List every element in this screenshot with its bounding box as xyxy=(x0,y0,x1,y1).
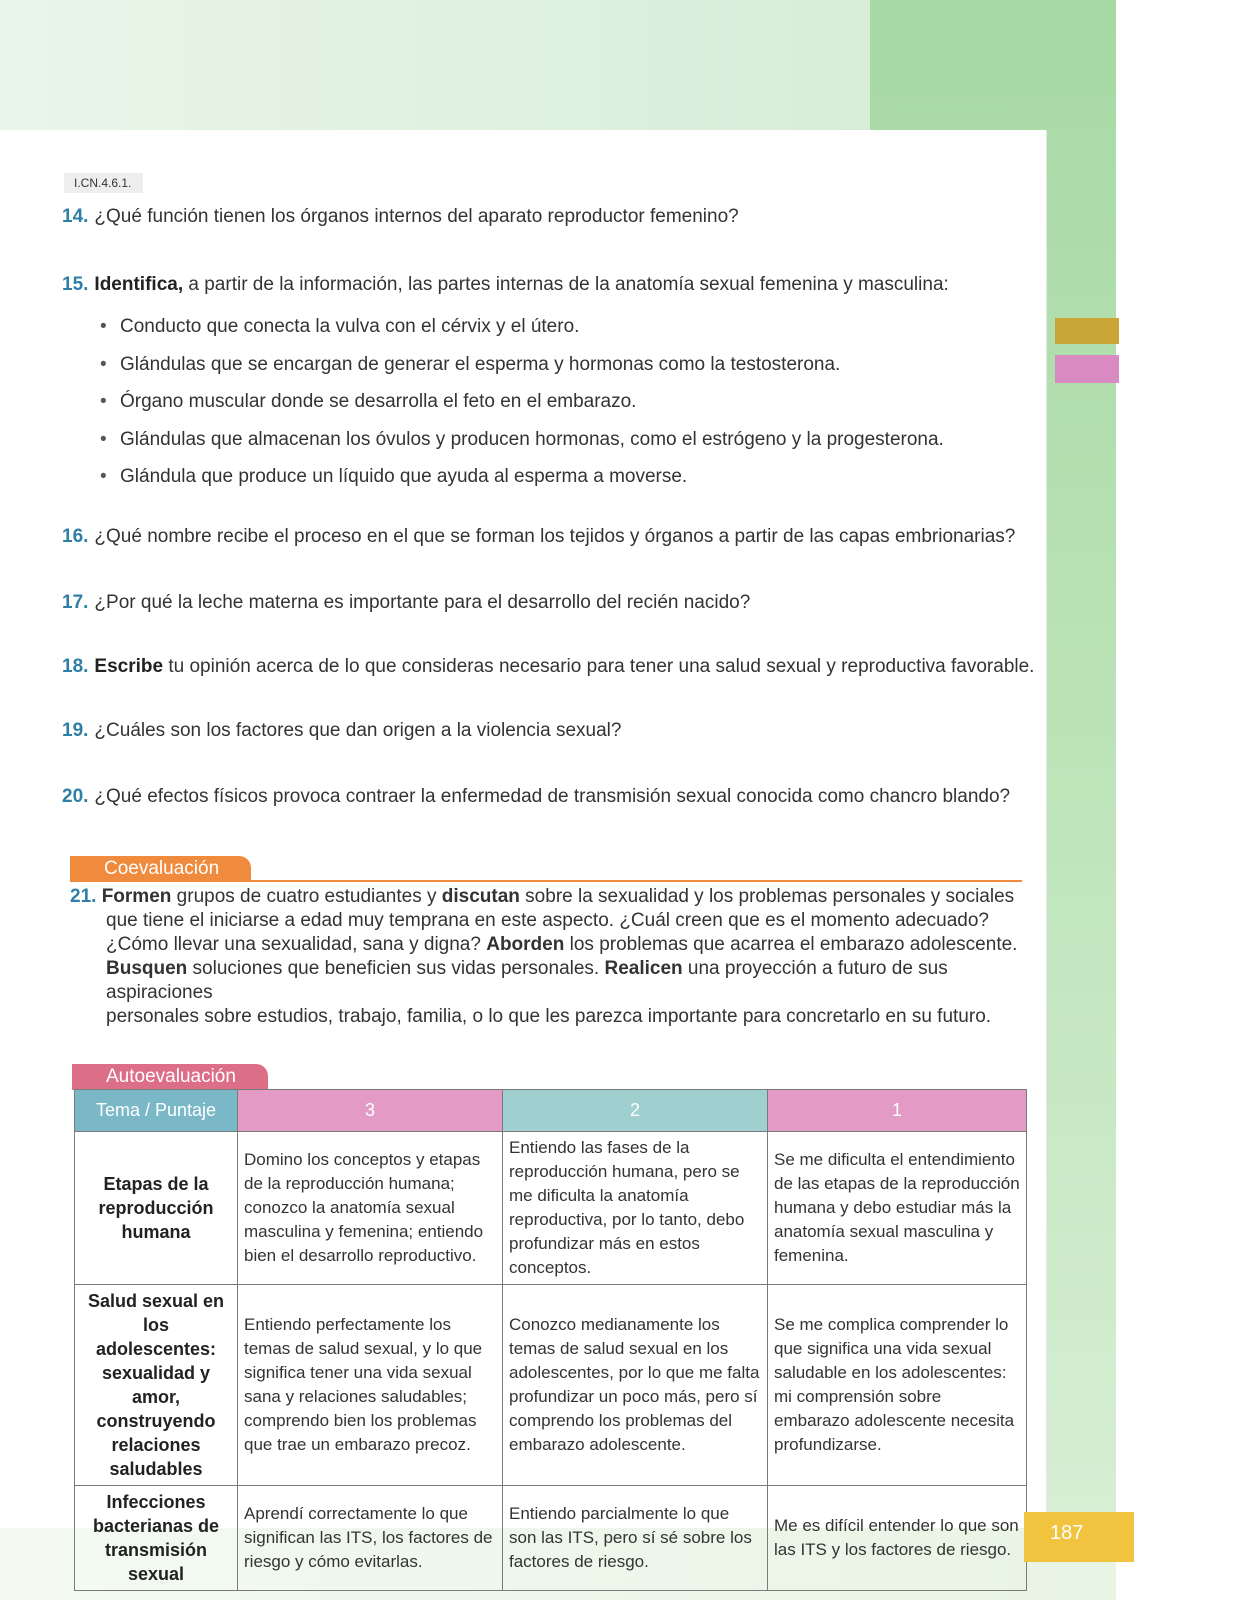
paragraph-line xyxy=(70,957,1030,1005)
question-19 xyxy=(62,718,621,744)
column-header: Tema / Puntaje xyxy=(75,1090,238,1132)
question-number: 17. xyxy=(62,592,89,613)
text-segment: soluciones que beneficien sus vidas personales. xyxy=(187,958,605,979)
question-number: 14. xyxy=(62,206,89,227)
text-segment: ¿Cómo llevar una sexualidad, sana y digna? xyxy=(106,934,487,955)
column-header: 2 xyxy=(503,1090,768,1132)
list-item: • Órgano muscular donde se desarrolla el feto en el embarazo. xyxy=(98,389,944,427)
question-text: tu opinión acerca de lo que consideras necesario para tener una salud sexual y reproductiva favorable. xyxy=(163,656,1035,677)
question-number: 16. xyxy=(62,526,89,547)
question-number: 15. xyxy=(62,274,89,295)
background-right-margin xyxy=(1116,0,1236,1600)
paragraph-line xyxy=(70,933,1030,957)
question-text: ¿Por qué la leche materna es importante para el desarrollo del recién nacido? xyxy=(94,592,751,613)
question-15-bullet-list xyxy=(98,314,944,502)
question-17 xyxy=(62,590,750,616)
autoevaluacion-rubric-table xyxy=(74,1089,1027,1591)
table-header-row xyxy=(75,1090,1027,1132)
list-item: • Glándula que produce un líquido que ayuda al esperma a moverse. xyxy=(98,464,944,502)
score-3-cell: Aprendí correctamente lo que significan las ITS, los factores de riesgo y cómo evitarlas. xyxy=(238,1486,503,1591)
indicator-code-badge: I.CN.4.6.1. xyxy=(64,173,143,193)
paragraph-line: personales sobre estudios, trabajo, familia, o lo que les parezca importante para concretarlo en su futuro. xyxy=(106,1006,992,1027)
score-2-cell: Entiendo las fases de la reproducción humana, pero se me dificulta la anatomía reproductiva, por lo tanto, debo profundizar más en estos conceptos. xyxy=(503,1132,768,1285)
score-2-cell: Conozco medianamente los temas de salud sexual en los adolescentes, por lo que me falta profundizar un poco más, pero sí comprendo los problemas del embarazo adolescente. xyxy=(503,1285,768,1486)
table-row xyxy=(75,1486,1027,1591)
score-1-cell: Se me dificulta el entendimiento de las etapas de la reproducción humana y debo estudiar más la anatomía sexual masculina y femenina. xyxy=(768,1132,1027,1285)
lead-verb: Busquen xyxy=(106,958,188,979)
autoevaluacion-heading: Autoevaluación xyxy=(72,1064,268,1090)
coevaluacion-heading: Coevaluación xyxy=(70,856,251,882)
question-text: a partir de la información, las partes internas de la anatomía sexual femenina y masculina: xyxy=(183,274,949,295)
question-18 xyxy=(62,654,1034,680)
text-segment: sobre la sexualidad y los problemas personales y sociales xyxy=(519,886,1015,907)
question-text: ¿Qué efectos físicos provoca contraer la enfermedad de transmisión sexual conocida como chancro blando? xyxy=(94,786,1011,807)
topic-cell: Etapas de la reproducción humana xyxy=(75,1132,238,1285)
score-3-cell: Domino los conceptos y etapas de la reproducción humana; conozco la anatomía sexual masculina y femenina; entiendo bien el desarrollo reproductivo. xyxy=(238,1132,503,1285)
text-segment: grupos de cuatro estudiantes y xyxy=(171,886,442,907)
question-text: ¿Qué nombre recibe el proceso en el que se forman los tejidos y órganos a partir de las capas embrionarias? xyxy=(94,526,1016,547)
question-16 xyxy=(62,524,1015,550)
column-header: 1 xyxy=(768,1090,1027,1132)
question-number: 19. xyxy=(62,720,89,741)
score-1-cell: Se me complica comprender lo que significa una vida sexual saludable en los adolescentes: mi comprensión sobre embarazo adolescente necesita profundizarse. xyxy=(768,1285,1027,1486)
text-segment: los problemas que acarrea el embarazo adolescente. xyxy=(564,934,1018,955)
score-3-cell: Entiendo perfectamente los temas de salud sexual, y lo que significa tener una vida sexual sana y relaciones saludables; comprendo bien los problemas que trae un embarazo precoz. xyxy=(238,1285,503,1486)
question-number: 21. xyxy=(70,886,97,907)
side-tab-gold xyxy=(1055,318,1119,344)
question-text: ¿Qué función tienen los órganos internos del aparato reproductor femenino? xyxy=(94,206,739,227)
topic-cell: Salud sexual en los adolescentes: sexualidad y amor, construyendo relaciones saludables xyxy=(75,1285,238,1486)
paragraph-line xyxy=(70,885,1030,909)
question-14 xyxy=(62,204,739,230)
question-number: 18. xyxy=(62,656,89,677)
question-number: 20. xyxy=(62,786,89,807)
coevaluacion-rule xyxy=(70,880,1022,882)
lead-verb: Formen xyxy=(101,886,172,907)
list-item: • Glándulas que se encargan de generar el esperma y hormonas como la testosterona. xyxy=(98,352,944,390)
lead-verb: discutan xyxy=(441,886,520,907)
page-number: 187 xyxy=(1024,1512,1134,1562)
list-item: • Conducto que conecta la vulva con el cérvix y el útero. xyxy=(98,314,944,352)
question-lead-verb: Identifica, xyxy=(94,274,184,295)
topic-cell: Infecciones bacterianas de transmisión sexual xyxy=(75,1486,238,1591)
text-segment: una proyección a futuro de sus aspiraciones xyxy=(106,958,948,1003)
column-header: 3 xyxy=(238,1090,503,1132)
lead-verb: Aborden xyxy=(486,934,565,955)
question-20 xyxy=(62,784,1010,810)
table-row xyxy=(75,1285,1027,1486)
question-lead-verb: Escribe xyxy=(94,656,164,677)
score-2-cell: Entiendo parcialmente lo que son las ITS, pero sí sé sobre los factores de riesgo. xyxy=(503,1486,768,1591)
question-text: ¿Cuáles son los factores que dan origen a la violencia sexual? xyxy=(94,720,622,741)
question-15 xyxy=(62,272,949,298)
score-1-cell: Me es difícil entender lo que son las ITS y los factores de riesgo. xyxy=(768,1486,1027,1591)
side-tab-pink xyxy=(1055,355,1119,383)
table-row xyxy=(75,1132,1027,1285)
list-item: • Glándulas que almacenan los óvulos y producen hormonas, como el estrógeno y la progesterona. xyxy=(98,427,944,465)
question-21 xyxy=(70,885,1030,1029)
paragraph-line: que tiene el iniciarse a edad muy temprana en este aspecto. ¿Cuál creen que es el momento adecuado? xyxy=(106,910,989,931)
lead-verb: Realicen xyxy=(604,958,683,979)
